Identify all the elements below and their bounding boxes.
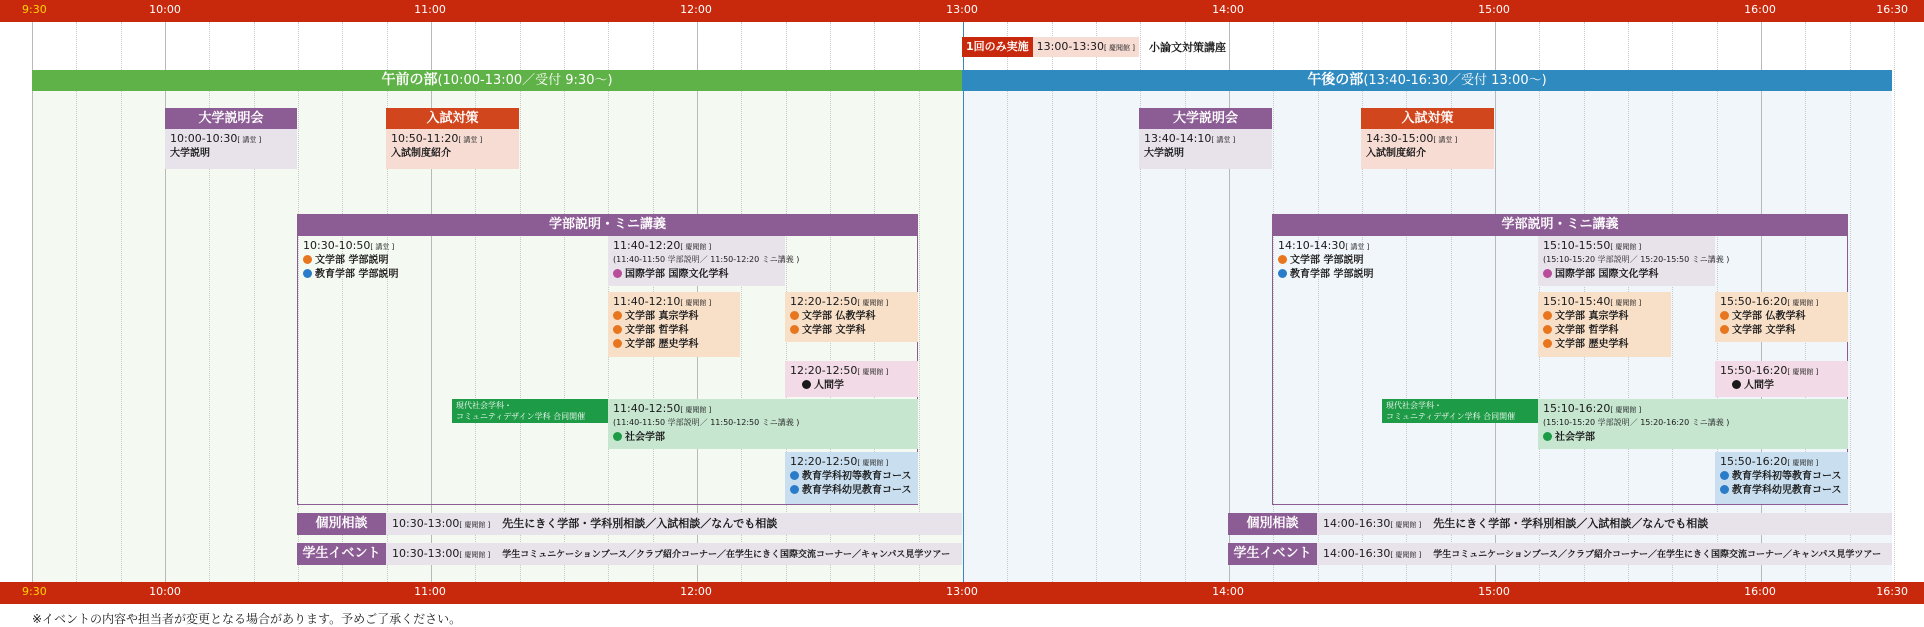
tick-label: 16:00: [1744, 3, 1776, 16]
am-joint-tag-line1: 現代社会学科・: [456, 401, 512, 410]
pm-b7-time: 15:50-16:20: [1720, 455, 1788, 468]
am-b4-tag: [ 慶聞館 ]: [857, 299, 889, 307]
blue-dot-icon: [1278, 269, 1287, 278]
tick-label: 14:00: [1212, 3, 1244, 16]
pm-consult-label: 個別相談: [1228, 513, 1317, 535]
am-b6-tag: [ 慶聞館 ]: [680, 406, 712, 414]
am-exam-time: 10:50-11:20: [391, 132, 459, 145]
am-exam-header: 入試対策: [386, 108, 519, 129]
am-b5-tag: [ 慶聞館 ]: [857, 368, 889, 376]
tick-label: 16:30: [1876, 585, 1908, 598]
pm-b6-note: (15:10-15:20 学部説明／ 15:20-16:20 ミニ講義 ): [1543, 418, 1730, 427]
am-exam-desc: 入試制度紹介: [391, 148, 451, 159]
tick-label: 16:30: [1876, 3, 1908, 16]
pm-b3-tag: [ 慶聞館 ]: [1610, 299, 1642, 307]
am-b3: [608, 292, 740, 357]
am-b4: [785, 292, 918, 342]
orange-dot-icon: [1543, 325, 1552, 334]
footnote: ※イベントの内容や担当者が変更となる場合があります。予めご了承ください。: [32, 612, 462, 626]
pm-univ-desc: 大学説明: [1144, 148, 1184, 159]
pm-b3-item: 文学部 真宗学科: [1555, 311, 1629, 322]
pm-b1-item: 教育学部 学部説明: [1290, 269, 1374, 280]
orange-dot-icon: [1543, 339, 1552, 348]
grid-line: [76, 22, 77, 582]
once-only-time: 13:00-13:30: [1036, 40, 1105, 53]
orange-dot-icon: [790, 325, 799, 334]
am-event-label: 学生イベント: [297, 543, 386, 565]
am-b3-item: 文学部 真宗学科: [625, 311, 699, 322]
am-b3-time: 11:40-12:10: [613, 295, 681, 308]
am-univ-header: 大学説明会: [165, 108, 297, 129]
once-only-event: [962, 37, 1226, 57]
am-b3-item: 文学部 歴史学科: [625, 339, 699, 350]
morning-title: 午前の部: [381, 72, 438, 88]
pm-event-time: 14:00-16:30: [1323, 547, 1391, 560]
am-b2: [608, 236, 800, 286]
grid-line: [1052, 22, 1053, 582]
pm-b2-tag: [ 慶聞館 ]: [1610, 243, 1642, 251]
am-b7-time: 12:20-12:50: [790, 455, 858, 468]
pm-event-desc: 学生コミュニケーションブース／クラブ紹介コーナー／在学生にきく国際交流コーナー／キャンパス見学ツアー: [1433, 550, 1882, 560]
grid-line: [165, 22, 166, 582]
orange-dot-icon: [1720, 311, 1729, 320]
pm-exam-time: 14:30-15:00: [1366, 132, 1434, 145]
grid-line: [1894, 22, 1895, 582]
am-univ-tag: [ 講堂 ]: [237, 136, 262, 144]
grid-line: [1850, 22, 1851, 582]
pm-b1-time: 14:10-14:30: [1278, 239, 1346, 252]
afternoon-title: 午後の部: [1307, 72, 1364, 88]
pm-b1-tag: [ 講堂 ]: [1345, 243, 1370, 251]
pm-b3-item: 文学部 哲学科: [1555, 325, 1619, 336]
tick-label: 11:00: [414, 585, 446, 598]
pm-event-row: [1317, 543, 1892, 565]
tick-label: 13:00: [946, 585, 978, 598]
pm-b7-tag: [ 慶聞館 ]: [1787, 459, 1819, 467]
tick-label: 11:00: [414, 3, 446, 16]
pm-joint-tag-line2: コミュニティデザイン学科 合同開催: [1386, 412, 1516, 421]
am-b5: [785, 361, 918, 397]
am-b4-item: 文学部 文学科: [802, 325, 866, 336]
morning-band: [32, 70, 962, 91]
pm-b2-note: (15:10-15:20 学部説明／ 15:20-15:50 ミニ講義 ): [1543, 255, 1730, 264]
tick-label: 12:00: [680, 585, 712, 598]
pm-b6-item: 社会学部: [1555, 432, 1595, 443]
am-dept-header: 学部説明・ミニ講義: [297, 214, 918, 235]
am-b3-tag: [ 慶聞館 ]: [680, 299, 712, 307]
pm-b3-time: 15:10-15:40: [1543, 295, 1611, 308]
pm-b6-tag: [ 慶聞館 ]: [1610, 406, 1642, 414]
green-dot-icon: [613, 432, 622, 441]
afternoon-band: [962, 70, 1892, 91]
pm-b4-time: 15:50-16:20: [1720, 295, 1788, 308]
pm-b7-item: 教育学科初等教育コース: [1732, 471, 1842, 482]
am-consult-row: [386, 513, 962, 535]
am-b1: [298, 236, 418, 286]
pm-b2-item: 国際学部 国際文化学科: [1555, 269, 1659, 280]
afternoon-subtitle: (13:40-16:30／受付 13:00～): [1363, 73, 1547, 88]
am-b6-note: (11:40-11:50 学部説明／ 11:50-12:50 ミニ講義 ): [613, 418, 800, 427]
tick-label: 16:00: [1744, 585, 1776, 598]
once-only-venue: [ 慶聞館 ]: [1104, 44, 1135, 52]
tick-label: 15:00: [1478, 3, 1510, 16]
pm-b6-time: 15:10-16:20: [1543, 402, 1611, 415]
pm-univ-tag: [ 講堂 ]: [1211, 136, 1236, 144]
am-b2-tag: [ 慶聞館 ]: [680, 243, 712, 251]
black-dot-icon: [802, 380, 811, 389]
orange-dot-icon: [1720, 325, 1729, 334]
grid-line: [1229, 22, 1230, 582]
am-b6-item: 社会学部: [625, 432, 665, 443]
orange-dot-icon: [613, 339, 622, 348]
am-b4-time: 12:20-12:50: [790, 295, 858, 308]
am-joint-tag-line2: コミュニティデザイン学科 合同開催: [456, 412, 586, 421]
pm-joint-tag-line1: 現代社会学科・: [1386, 401, 1442, 410]
orange-dot-icon: [1543, 311, 1552, 320]
grid-line: [254, 22, 255, 582]
pm-b3-item: 文学部 歴史学科: [1555, 339, 1629, 350]
am-b5-item: 人間学: [814, 380, 844, 391]
grid-line: [963, 22, 964, 582]
magenta-dot-icon: [1543, 269, 1552, 278]
pm-consult-desc: 先生にきく学部・学科別相談／入試相談／なんでも相談: [1433, 517, 1709, 530]
pm-b5-tag: [ 慶聞館 ]: [1787, 368, 1819, 376]
am-b7-item: 教育学科幼児教育コース: [802, 485, 912, 496]
blue-dot-icon: [790, 471, 799, 480]
orange-dot-icon: [613, 311, 622, 320]
blue-dot-icon: [1720, 485, 1729, 494]
tick-label: 12:00: [680, 3, 712, 16]
pm-b7: [1715, 452, 1848, 504]
am-b3-item: 文学部 哲学科: [625, 325, 689, 336]
blue-dot-icon: [303, 269, 312, 278]
tick-label: 15:00: [1478, 585, 1510, 598]
tick-label: 14:00: [1212, 585, 1244, 598]
magenta-dot-icon: [613, 269, 622, 278]
am-univ-time: 10:00-10:30: [170, 132, 238, 145]
am-joint-tag: [452, 399, 608, 423]
pm-b3: [1538, 292, 1671, 357]
am-b6: [608, 399, 918, 449]
green-dot-icon: [1543, 432, 1552, 441]
am-b2-time: 11:40-12:20: [613, 239, 681, 252]
am-b1-item: 文学部 学部説明: [315, 255, 389, 266]
pm-consult-tag: [ 慶聞館 ]: [1390, 521, 1422, 529]
once-only-time-box: [1033, 37, 1139, 57]
pm-exam-desc: 入試制度紹介: [1366, 148, 1426, 159]
pm-b4-item: 文学部 仏教学科: [1732, 311, 1806, 322]
am-event-desc: 学生コミュニケーションブース／クラブ紹介コーナー／在学生にきく国際交流コーナー／キャンパス見学ツアー: [502, 550, 951, 560]
top-time-axis: [0, 0, 1924, 22]
grid-line: [1140, 22, 1141, 582]
grid-line: [1096, 22, 1097, 582]
pm-b1: [1273, 236, 1393, 286]
bottom-time-axis: [0, 582, 1924, 604]
pm-consult-time: 14:00-16:30: [1323, 517, 1391, 530]
pm-b4-item: 文学部 文学科: [1732, 325, 1796, 336]
pm-univ-time: 13:40-14:10: [1144, 132, 1212, 145]
tick-label: 13:00: [946, 3, 978, 16]
am-b5-time: 12:20-12:50: [790, 364, 858, 377]
am-event-tag: [ 慶聞館 ]: [459, 551, 491, 559]
pm-dept-header: 学部説明・ミニ講義: [1272, 214, 1848, 235]
pm-univ-box: [1139, 129, 1272, 169]
pm-b6: [1538, 399, 1848, 449]
pm-b4: [1715, 292, 1848, 342]
pm-b1-item: 文学部 学部説明: [1290, 255, 1364, 266]
blue-dot-icon: [790, 485, 799, 494]
pm-b4-tag: [ 慶聞館 ]: [1787, 299, 1819, 307]
tick-label: 9:30: [22, 585, 47, 598]
am-event-time: 10:30-13:00: [392, 547, 460, 560]
pm-b5-time: 15:50-16:20: [1720, 364, 1788, 377]
am-consult-desc: 先生にきく学部・学科別相談／入試相談／なんでも相談: [502, 517, 778, 530]
blue-dot-icon: [1720, 471, 1729, 480]
am-b7-item: 教育学科初等教育コース: [802, 471, 912, 482]
am-b1-tag: [ 講堂 ]: [370, 243, 395, 251]
am-b1-item: 教育学部 学部説明: [315, 269, 399, 280]
am-b1-time: 10:30-10:50: [303, 239, 371, 252]
am-exam-box: [386, 129, 519, 169]
black-dot-icon: [1732, 380, 1741, 389]
tick-label: 10:00: [149, 585, 181, 598]
am-b2-note: (11:40-11:50 学部説明／ 11:50-12:20 ミニ講義 ): [613, 255, 800, 264]
am-consult-label: 個別相談: [297, 513, 386, 535]
am-univ-desc: 大学説明: [170, 148, 210, 159]
pm-b2-time: 15:10-15:50: [1543, 239, 1611, 252]
am-consult-tag: [ 慶聞館 ]: [459, 521, 491, 529]
pm-b7-item: 教育学科幼児教育コース: [1732, 485, 1842, 496]
grid-line: [121, 22, 122, 582]
orange-dot-icon: [790, 311, 799, 320]
once-only-title: 小論文対策講座: [1148, 41, 1226, 54]
tick-label: 10:00: [149, 3, 181, 16]
am-exam-tag: [ 講堂 ]: [458, 136, 483, 144]
am-event-row: [386, 543, 962, 565]
morning-subtitle: (10:00-13:00／受付 9:30～): [437, 73, 613, 88]
pm-joint-tag: [1382, 399, 1538, 423]
pm-exam-tag: [ 講堂 ]: [1433, 136, 1458, 144]
pm-event-tag: [ 慶聞館 ]: [1390, 551, 1422, 559]
pm-event-label: 学生イベント: [1228, 543, 1317, 565]
pm-b5-item: 人間学: [1744, 380, 1774, 391]
orange-dot-icon: [303, 255, 312, 264]
am-b7-tag: [ 慶聞館 ]: [857, 459, 889, 467]
grid-line: [209, 22, 210, 582]
am-b6-time: 11:40-12:50: [613, 402, 681, 415]
grid-line: [1185, 22, 1186, 582]
grid-line: [1007, 22, 1008, 582]
pm-b5: [1715, 361, 1848, 397]
am-b2-item: 国際学部 国際文化学科: [625, 269, 729, 280]
grid-line: [919, 22, 920, 582]
tick-label: 9:30: [22, 3, 47, 16]
pm-consult-row: [1317, 513, 1892, 535]
am-consult-time: 10:30-13:00: [392, 517, 460, 530]
am-univ-box: [165, 129, 297, 169]
pm-b2: [1538, 236, 1730, 286]
pm-univ-header: 大学説明会: [1139, 108, 1272, 129]
once-only-tag: 1回のみ実施: [962, 37, 1033, 57]
am-b4-item: 文学部 仏教学科: [802, 311, 876, 322]
orange-dot-icon: [1278, 255, 1287, 264]
pm-exam-box: [1361, 129, 1494, 169]
pm-exam-header: 入試対策: [1361, 108, 1494, 129]
am-b7: [785, 452, 918, 504]
orange-dot-icon: [613, 325, 622, 334]
grid-line: [32, 22, 33, 582]
